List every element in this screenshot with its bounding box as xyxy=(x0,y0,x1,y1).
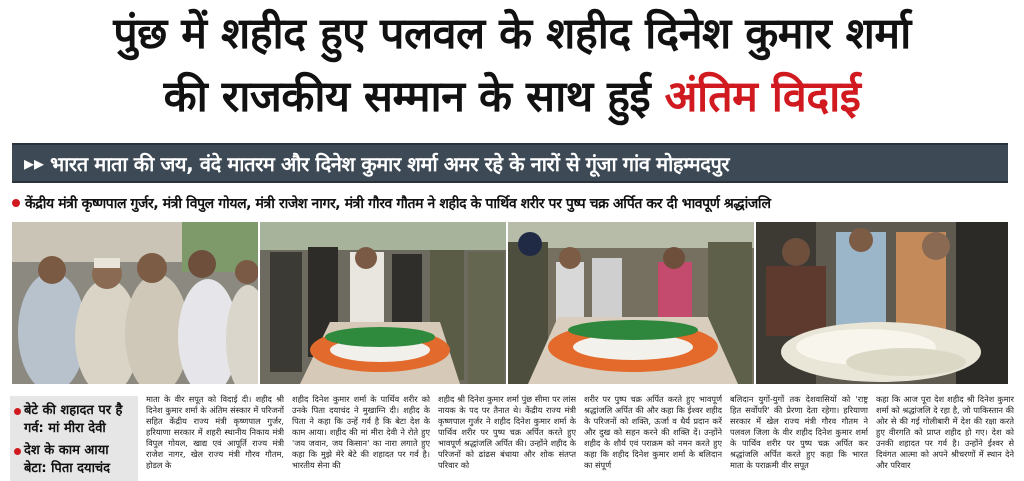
sidebar-box xyxy=(10,396,138,481)
photo-soldiers-coffin xyxy=(508,222,756,384)
article-column-3: शहीद श्री दिनेश कुमार शर्मा पुंछ सीमा पर लांस नायक के पद पर तैनात थे। केंद्रीय राज्य मंत्री कृष्णपाल गुर्जर ने शहीद दिनेश कुमार शर्मा के पार्थिव शरीर पर पुष्प चक्र अर्पित करते हुए भावपूर्ण श्रद्धांजलि अर्पित की। उन्होंने शहीद के परिजनों को ढांढस बंधाया और शोक संतप्त परिवार को xyxy=(438,394,576,470)
bullet-dot-icon xyxy=(14,408,21,415)
headline-line-2 xyxy=(0,66,1024,128)
article-column-6: कहा कि आज पूरा देश शहीद श्री दिनेश कुमार शर्मा को श्रद्धांजलि दे रहा है, जो पाकिस्तान की ओर से की गई गोलीबारी में देश की रक्षा करते हुए वीरगति को प्राप्त शहीद हो गए। देश को उनकी शहादत पर गर्व है। उन्होंने ईश्वर से दिवंगत आत्मा को अपने श्रीचरणों में स्थान देने और परिवार xyxy=(876,394,1014,470)
sidebar-item-text: बेटे की शहादत पर है गर्व: मां मीरा देवी xyxy=(24,403,123,436)
article-column-4: शरीर पर पुष्प चक्र अर्पित करते हुए भावपूर्ण श्रद्धांजलि अर्पित की और कहा कि ईश्वर शहीद के परिजनों को शक्ति, ऊर्जा व धैर्य प्रदान करें और दुख को सहन करने की शक्ति दें। उन्होंने शहीद के शौर्य एवं पराक्रम को नमन करते हुए कहा कि शहीद दिनेश कुमार शर्मा के बलिदान का संपूर्ण xyxy=(584,394,722,470)
photo-strip xyxy=(12,222,1008,384)
article-column-1: माता के वीर सपूत को विदाई दी। शहीद श्री दिनेश कुमार शर्मा के अंतिम संस्कार में परिजनों सहित केंद्रीय राज्य मंत्री कृष्णपाल गुर्जर, हरियाणा सरकार में शहरी स्थानीय निकाय मंत्री विपुल गोयल, खाद्य एवं आपूर्ति राज्य मंत्री राजेश नागर, खेल राज्य मंत्री गौरव गौतम, होडल के xyxy=(146,394,284,470)
article-body xyxy=(0,388,1024,481)
strapline-text: केंद्रीय मंत्री कृष्णपाल गुर्जर, मंत्री विपुल गोयल, मंत्री राजेश नागर, मंत्री गौरव गौतम ने शहीद के पार्थिव शरीर पर पुष्प चक्र अर्पित कर दी भावपूर्ण श्रद्धांजलि xyxy=(25,195,771,212)
photo-mourners xyxy=(12,222,260,384)
subheadline-text: भारत माता की जय, वंदे मातरम और दिनेश कुमार शर्मा अमर रहे के नारों से गूंजा गांव मोहम्मदपुर xyxy=(50,151,730,176)
bullet-dot-icon xyxy=(12,199,20,207)
sidebar-item xyxy=(14,442,134,478)
article-column-5: बलिदान युगों-युगों तक देशवासियों को 'राष्ट्र हित सर्वोपरि' की प्रेरणा देता रहेगा। हरियाणा सरकार में खेल राज्य मंत्री गौरव गौतम ने पलवल जिला के वीर शहीद दिनेश कुमार शर्मा के पार्थिव शरीर पर पुष्प चक्र अर्पित कर श्रद्धांजलि अर्पित करते हुए कहा कि भारत माता के पराक्रमी वीर सपूत xyxy=(730,394,868,470)
subheadline-band xyxy=(12,143,1008,183)
sidebar-item xyxy=(14,402,134,438)
sidebar-item-text: देश के काम आया बेटा: पिता दयाचंद xyxy=(24,443,111,476)
photo-family-flowers xyxy=(756,222,1008,384)
photo-salute-coffin xyxy=(260,222,508,384)
bullet-dot-icon xyxy=(14,448,21,455)
headline-line-2-black: की राजकीय सम्मान के साथ हुई xyxy=(163,72,651,122)
article-column-2: शहीद दिनेश कुमार शर्मा के पार्थिव शरीर को उनके पिता दयाचंद ने मुखाग्नि दी। शहीद के पिता ने कहा कि उन्हें गर्व है कि बेटा देश के काम आया। शहीद की मां मीरा देवी ने रोते हुए 'जय जवान, जय किसान' का नारा लगाते हुए कहा कि मुझे मेरे बेटे की शहादत पर गर्व है। भारतीय सेना की xyxy=(292,394,430,470)
double-arrow-icon: ▸▸ xyxy=(24,151,45,175)
strapline xyxy=(12,189,1008,217)
headline xyxy=(0,0,1024,138)
headline-line-2-red: अंतिम विदाई xyxy=(664,72,861,122)
headline-line-1: पुंछ में शहीद हुए पलवल के शहीद दिनेश कुमार शर्मा xyxy=(113,9,911,59)
